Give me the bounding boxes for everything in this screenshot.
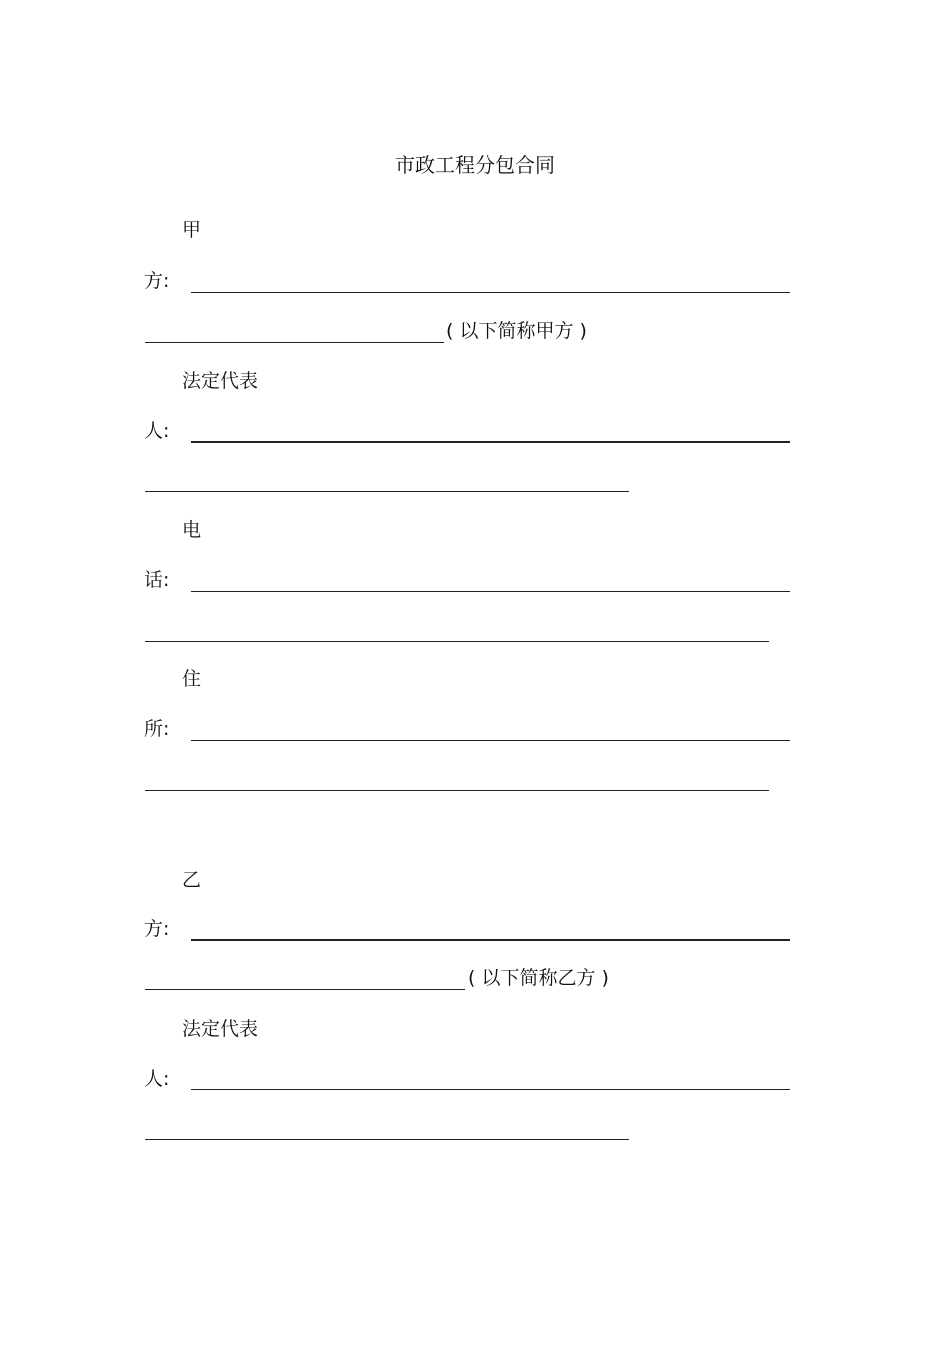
party-b-abbreviation-note: ( 以下简称乙方 ) bbox=[468, 967, 609, 989]
party-b-rep-label-top: 法定代表 bbox=[182, 1018, 259, 1040]
party-a-name-line-continued[interactable] bbox=[145, 342, 444, 343]
party-b-name-line[interactable] bbox=[191, 939, 790, 941]
party-a-rep-label-bottom: 人: bbox=[144, 420, 170, 442]
party-a-label-bottom: 方: bbox=[144, 270, 170, 292]
party-a-rep-label-top: 法定代表 bbox=[182, 370, 259, 392]
document-title: 市政工程分包合同 bbox=[395, 153, 555, 177]
party-a-address-label-top: 住 bbox=[182, 668, 202, 690]
party-b-rep-line-continued[interactable] bbox=[145, 1139, 629, 1140]
party-b-label-top: 乙 bbox=[182, 869, 202, 891]
party-a-phone-label-top: 电 bbox=[182, 519, 202, 541]
party-b-rep-line[interactable] bbox=[191, 1089, 790, 1090]
party-a-address-line-continued[interactable] bbox=[145, 790, 769, 791]
party-a-phone-line-continued[interactable] bbox=[145, 641, 769, 642]
party-a-name-line[interactable] bbox=[191, 292, 790, 293]
party-a-address-line[interactable] bbox=[191, 740, 790, 741]
party-a-label-top: 甲 bbox=[182, 219, 202, 241]
party-a-abbreviation-note: ( 以下简称甲方 ) bbox=[446, 320, 587, 342]
party-a-phone-label-bottom: 话: bbox=[144, 569, 170, 591]
party-a-rep-line[interactable] bbox=[191, 441, 790, 443]
party-b-label-bottom: 方: bbox=[144, 918, 170, 940]
party-a-rep-line-continued[interactable] bbox=[145, 491, 629, 492]
party-a-phone-line[interactable] bbox=[191, 591, 790, 592]
party-b-name-line-continued[interactable] bbox=[145, 989, 465, 990]
party-a-address-label-bottom: 所: bbox=[144, 718, 170, 740]
party-b-rep-label-bottom: 人: bbox=[144, 1068, 170, 1090]
